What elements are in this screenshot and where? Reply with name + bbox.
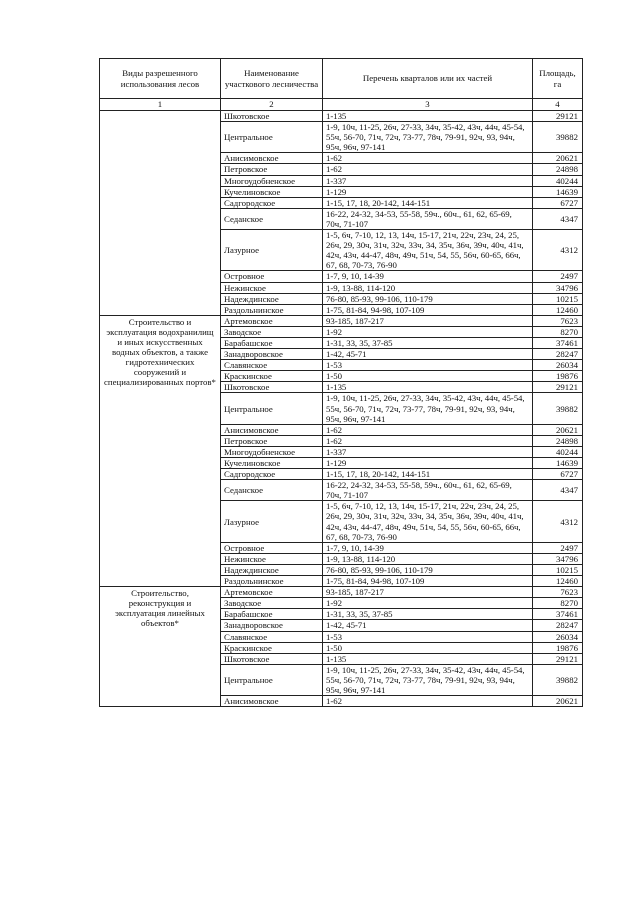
forestry-name-cell: Шкотовское bbox=[221, 653, 323, 664]
forestry-name-cell: Садгородское bbox=[221, 197, 323, 208]
forestry-name-cell: Нежинское bbox=[221, 282, 323, 293]
forestry-name-cell: Занадворовское bbox=[221, 620, 323, 631]
forestry-name-cell: Островное bbox=[221, 542, 323, 553]
area-cell: 8270 bbox=[533, 598, 583, 609]
area-cell: 2497 bbox=[533, 271, 583, 282]
forestry-name-cell: Многоудобненское bbox=[221, 446, 323, 457]
area-cell: 26034 bbox=[533, 360, 583, 371]
quarters-cell: 1-9, 13-88, 114-120 bbox=[323, 282, 533, 293]
quarters-cell: 1-31, 33, 35, 37-85 bbox=[323, 609, 533, 620]
area-cell: 39882 bbox=[533, 122, 583, 153]
quarters-cell: 1-9, 10ч, 11-25, 26ч, 27-33, 34ч, 35-42, 43ч, 44ч, 45-54, 55ч, 56-70, 71ч, 72ч, 73-77, 78ч, 79-91, 92ч, 93, 94ч, 95ч, 96ч, 97-141 bbox=[323, 664, 533, 695]
quarters-cell: 1-135 bbox=[323, 382, 533, 393]
area-cell: 24898 bbox=[533, 164, 583, 175]
table-body bbox=[100, 111, 583, 707]
forestry-name-cell: Раздольнинское bbox=[221, 576, 323, 587]
use-type-cell: Строительство и эксплуатация водохранилищ и иных искусственных водных объектов, а также гидротехнических сооружений и специализированных портов* bbox=[100, 315, 221, 586]
forestry-name-cell: Раздольнинское bbox=[221, 304, 323, 315]
forestry-name-cell: Надеждинское bbox=[221, 293, 323, 304]
area-cell: 29121 bbox=[533, 653, 583, 664]
forestry-name-cell: Краскинское bbox=[221, 371, 323, 382]
quarters-cell: 1-62 bbox=[323, 696, 533, 707]
area-cell: 19876 bbox=[533, 371, 583, 382]
area-cell: 40244 bbox=[533, 175, 583, 186]
quarters-cell: 1-92 bbox=[323, 598, 533, 609]
quarters-cell: 1-5, 6ч, 7-10, 12, 13, 14ч, 15-17, 21ч, 22ч, 23ч, 24, 25, 26ч, 29, 30ч, 31ч, 32ч, 33ч, 34, 35ч, 36ч, 39ч, 40ч, 41ч, 42ч, 43ч, 44-47, 48ч, 49ч, 51ч, 54, 55, 56ч, 60-65, 66ч, 67, 68, 70-73, 76-90 bbox=[323, 230, 533, 271]
quarters-cell: 93-185, 187-217 bbox=[323, 587, 533, 598]
area-cell: 7623 bbox=[533, 587, 583, 598]
quarters-cell: 1-135 bbox=[323, 111, 533, 122]
area-cell: 2497 bbox=[533, 542, 583, 553]
forestry-name-cell: Славянское bbox=[221, 360, 323, 371]
area-cell: 24898 bbox=[533, 435, 583, 446]
forestry-name-cell: Седанское bbox=[221, 208, 323, 229]
quarters-cell: 1-50 bbox=[323, 371, 533, 382]
header-use-type: Виды разрешенного использования лесов bbox=[100, 59, 221, 99]
quarters-cell: 1-53 bbox=[323, 631, 533, 642]
area-cell: 14639 bbox=[533, 458, 583, 469]
column-number-row bbox=[100, 99, 583, 111]
area-cell: 29121 bbox=[533, 111, 583, 122]
area-cell: 4347 bbox=[533, 480, 583, 501]
forest-quarters-table bbox=[99, 58, 583, 707]
area-cell: 39882 bbox=[533, 393, 583, 424]
area-cell: 4312 bbox=[533, 230, 583, 271]
area-cell: 6727 bbox=[533, 469, 583, 480]
forestry-name-cell: Садгородское bbox=[221, 469, 323, 480]
forestry-name-cell: Анисимовское bbox=[221, 424, 323, 435]
quarters-cell: 1-62 bbox=[323, 435, 533, 446]
area-cell: 12460 bbox=[533, 304, 583, 315]
forestry-name-cell: Артемовское bbox=[221, 315, 323, 326]
quarters-cell: 16-22, 24-32, 34-53, 55-58, 59ч., 60ч., 61, 62, 65-69, 70ч, 71-107 bbox=[323, 208, 533, 229]
forestry-name-cell: Центральное bbox=[221, 393, 323, 424]
quarters-cell: 1-129 bbox=[323, 186, 533, 197]
quarters-cell: 1-9, 13-88, 114-120 bbox=[323, 553, 533, 564]
quarters-cell: 1-7, 9, 10, 14-39 bbox=[323, 271, 533, 282]
forestry-name-cell: Славянское bbox=[221, 631, 323, 642]
area-cell: 26034 bbox=[533, 631, 583, 642]
quarters-cell: 1-62 bbox=[323, 153, 533, 164]
quarters-cell: 1-7, 9, 10, 14-39 bbox=[323, 542, 533, 553]
area-cell: 12460 bbox=[533, 576, 583, 587]
quarters-cell: 1-62 bbox=[323, 424, 533, 435]
forestry-name-cell: Шкотовское bbox=[221, 111, 323, 122]
forestry-name-cell: Петровское bbox=[221, 435, 323, 446]
use-type-cell bbox=[100, 111, 221, 316]
forestry-name-cell: Артемовское bbox=[221, 587, 323, 598]
header-forestry-name: Наименование участкового лесничества bbox=[221, 59, 323, 99]
quarters-cell: 16-22, 24-32, 34-53, 55-58, 59ч., 60ч., 61, 62, 65-69, 70ч, 71-107 bbox=[323, 480, 533, 501]
forestry-name-cell: Многоудобненское bbox=[221, 175, 323, 186]
table-row bbox=[100, 587, 583, 598]
forestry-name-cell: Центральное bbox=[221, 664, 323, 695]
forestry-name-cell: Центральное bbox=[221, 122, 323, 153]
area-cell: 20621 bbox=[533, 153, 583, 164]
forestry-name-cell: Шкотовское bbox=[221, 382, 323, 393]
forestry-name-cell: Анисимовское bbox=[221, 153, 323, 164]
area-cell: 34796 bbox=[533, 553, 583, 564]
area-cell: 37461 bbox=[533, 337, 583, 348]
forestry-name-cell: Кучелиновское bbox=[221, 458, 323, 469]
area-cell: 7623 bbox=[533, 315, 583, 326]
area-cell: 29121 bbox=[533, 382, 583, 393]
area-cell: 4312 bbox=[533, 501, 583, 542]
area-cell: 19876 bbox=[533, 642, 583, 653]
quarters-cell: 1-62 bbox=[323, 164, 533, 175]
column-number-3: 3 bbox=[323, 99, 533, 111]
quarters-cell: 1-50 bbox=[323, 642, 533, 653]
quarters-cell: 1-92 bbox=[323, 326, 533, 337]
area-cell: 28247 bbox=[533, 349, 583, 360]
forestry-name-cell: Седанское bbox=[221, 480, 323, 501]
area-cell: 20621 bbox=[533, 696, 583, 707]
use-type-cell: Строительство, реконструкция и эксплуатация линейных объектов* bbox=[100, 587, 221, 707]
quarters-cell: 1-15, 17, 18, 20-142, 144-151 bbox=[323, 197, 533, 208]
quarters-cell: 1-15, 17, 18, 20-142, 144-151 bbox=[323, 469, 533, 480]
forestry-name-cell: Кучелиновское bbox=[221, 186, 323, 197]
forestry-name-cell: Надеждинское bbox=[221, 564, 323, 575]
column-number-1: 1 bbox=[100, 99, 221, 111]
area-cell: 6727 bbox=[533, 197, 583, 208]
area-cell: 28247 bbox=[533, 620, 583, 631]
quarters-cell: 1-5, 6ч, 7-10, 12, 13, 14ч, 15-17, 21ч, 22ч, 23ч, 24, 25, 26ч, 29, 30ч, 31ч, 32ч, 33ч, 34, 35ч, 36ч, 39ч, 40ч, 41ч, 42ч, 43ч, 44-47, 48ч, 49ч, 51ч, 54, 55, 56ч, 60-65, 66ч, 67, 68, 70-73, 76-90 bbox=[323, 501, 533, 542]
area-cell: 10215 bbox=[533, 564, 583, 575]
forestry-name-cell: Лазурное bbox=[221, 230, 323, 271]
forestry-name-cell: Островное bbox=[221, 271, 323, 282]
forestry-name-cell: Барабашское bbox=[221, 609, 323, 620]
forestry-name-cell: Петровское bbox=[221, 164, 323, 175]
forestry-name-cell: Заводское bbox=[221, 598, 323, 609]
quarters-cell: 1-337 bbox=[323, 446, 533, 457]
forestry-name-cell: Анисимовское bbox=[221, 696, 323, 707]
quarters-cell: 1-135 bbox=[323, 653, 533, 664]
forestry-name-cell: Занадворовское bbox=[221, 349, 323, 360]
quarters-cell: 1-75, 81-84, 94-98, 107-109 bbox=[323, 576, 533, 587]
area-cell: 37461 bbox=[533, 609, 583, 620]
quarters-cell: 1-42, 45-71 bbox=[323, 620, 533, 631]
quarters-cell: 1-53 bbox=[323, 360, 533, 371]
forestry-name-cell: Краскинское bbox=[221, 642, 323, 653]
area-cell: 8270 bbox=[533, 326, 583, 337]
quarters-cell: 1-9, 10ч, 11-25, 26ч, 27-33, 34ч, 35-42, 43ч, 44ч, 45-54, 55ч, 56-70, 71ч, 72ч, 73-77, 78ч, 79-91, 92ч, 93, 94ч, 95ч, 96ч, 97-141 bbox=[323, 393, 533, 424]
quarters-cell: 1-129 bbox=[323, 458, 533, 469]
header-area: Площадь, га bbox=[533, 59, 583, 99]
area-cell: 14639 bbox=[533, 186, 583, 197]
table-row bbox=[100, 111, 583, 122]
quarters-cell: 1-42, 45-71 bbox=[323, 349, 533, 360]
column-number-2: 2 bbox=[221, 99, 323, 111]
forestry-name-cell: Лазурное bbox=[221, 501, 323, 542]
quarters-cell: 1-9, 10ч, 11-25, 26ч, 27-33, 34ч, 35-42, 43ч, 44ч, 45-54, 55ч, 56-70, 71ч, 72ч, 73-77, 78ч, 79-91, 92ч, 93, 94ч, 95ч, 96ч, 97-141 bbox=[323, 122, 533, 153]
forestry-name-cell: Барабашское bbox=[221, 337, 323, 348]
area-cell: 20621 bbox=[533, 424, 583, 435]
area-cell: 40244 bbox=[533, 446, 583, 457]
header-quarters-list: Перечень кварталов или их частей bbox=[323, 59, 533, 99]
area-cell: 10215 bbox=[533, 293, 583, 304]
area-cell: 39882 bbox=[533, 664, 583, 695]
area-cell: 34796 bbox=[533, 282, 583, 293]
table-row bbox=[100, 315, 583, 326]
table-header bbox=[100, 59, 583, 111]
quarters-cell: 1-31, 33, 35, 37-85 bbox=[323, 337, 533, 348]
quarters-cell: 76-80, 85-93, 99-106, 110-179 bbox=[323, 564, 533, 575]
quarters-cell: 1-75, 81-84, 94-98, 107-109 bbox=[323, 304, 533, 315]
area-cell: 4347 bbox=[533, 208, 583, 229]
forestry-name-cell: Нежинское bbox=[221, 553, 323, 564]
quarters-cell: 1-337 bbox=[323, 175, 533, 186]
column-number-4: 4 bbox=[533, 99, 583, 111]
quarters-cell: 93-185, 187-217 bbox=[323, 315, 533, 326]
forestry-name-cell: Заводское bbox=[221, 326, 323, 337]
quarters-cell: 76-80, 85-93, 99-106, 110-179 bbox=[323, 293, 533, 304]
